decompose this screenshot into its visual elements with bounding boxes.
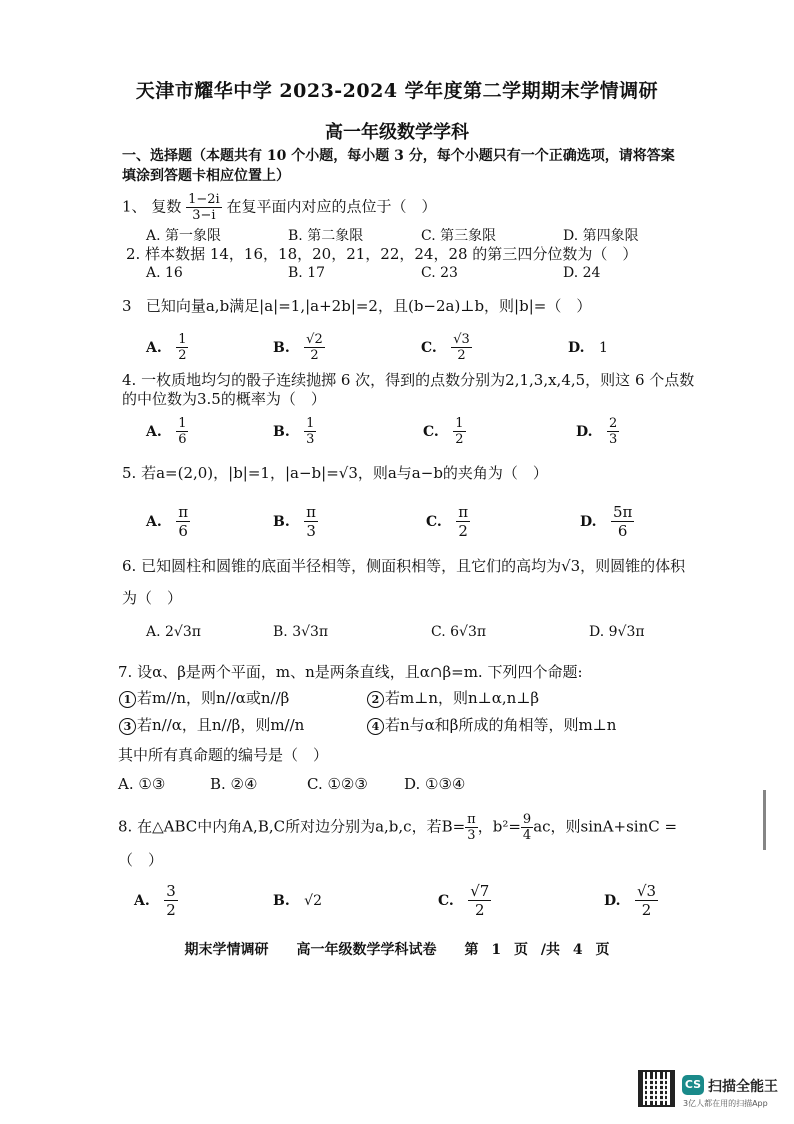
question-text: 已知向量a,b满足|a|=1,|a+2b|=2，且(b−2a)⊥b，则|b|=（ ） <box>145 297 592 315</box>
fraction: $\frac{1-2i}{3-i}$ <box>188 192 220 223</box>
question-7: 7. 设α、β是两个平面，m、n是两条直线，且α∩β=m. 下列四个命题: <box>118 663 583 681</box>
question-8: 8. 在△ABC中内角A,B,C所对边分别为a,b,c，若B= $\frac{\pi}{3}$ ，b²= $\frac{9}{4}$ ac，则sinA+sinC = <box>118 812 678 843</box>
option-c[interactable]: C. ①②③ <box>307 775 368 793</box>
option-d[interactable]: D. $\frac{2}{3}$ <box>576 416 618 447</box>
question-5: 5. 若a=(2,0)，|b|=1，|a−b|=√3，则a与a−b的夹角为（ ） <box>122 464 548 482</box>
option-b[interactable]: B. √2 <box>273 893 322 909</box>
scan-edge-mark <box>763 790 766 850</box>
option-d[interactable]: D. $\frac{√3}{2}$ <box>604 882 657 919</box>
option-a[interactable]: A. $\frac{\pi}{6}$ <box>146 503 189 540</box>
option-a[interactable]: A. $\frac{1}{6}$ <box>146 416 187 447</box>
circled-number: 4 <box>367 718 384 735</box>
question-number: 1、 <box>122 197 147 216</box>
question-4-cont: 的中位数为3.5的概率为（ ） <box>122 390 326 408</box>
circled-number: 2 <box>367 691 384 708</box>
option-b[interactable]: B. $\frac{\pi}{3}$ <box>273 503 317 540</box>
option-b[interactable]: B. 17 <box>288 265 326 281</box>
watermark-name: 扫描全能王 <box>708 1079 778 1095</box>
question-1 <box>122 192 437 223</box>
option-b[interactable]: B. $\frac{√2}{2}$ <box>273 332 323 363</box>
option-c[interactable]: C. $\frac{√7}{2}$ <box>438 882 490 919</box>
question-number: 3 <box>122 297 132 315</box>
option-b[interactable]: B. $\frac{1}{3}$ <box>273 416 315 447</box>
option-d[interactable]: D. 第四象限 <box>563 228 639 244</box>
option-d[interactable]: D. 1 <box>568 340 608 356</box>
option-c[interactable]: C. 23 <box>421 265 458 281</box>
option-d[interactable]: D. $\frac{5\pi}{6}$ <box>580 503 633 540</box>
option-c[interactable]: C. $\frac{\pi}{2}$ <box>426 503 469 540</box>
option-b[interactable]: B. ②④ <box>210 775 258 793</box>
option-d[interactable]: D. 9√3π <box>589 624 645 640</box>
question-text: 在复平面内对应的点位于（ ） <box>226 197 437 216</box>
question-6-cont: 为（ ） <box>122 589 183 607</box>
option-a[interactable]: A. ①③ <box>118 775 166 793</box>
option-a[interactable]: A. 16 <box>146 265 183 281</box>
proposition-3: 3 若n//α，且n//β，则m//n <box>118 715 304 735</box>
page-footer: 期末学情调研 高一年级数学学科试卷 第 1 页 /共 4 页 <box>184 942 610 958</box>
question-7-ask: 其中所有真命题的编号是（ ） <box>118 746 329 764</box>
option-c[interactable]: C. $\frac{√3}{2}$ <box>421 332 470 363</box>
option-c[interactable]: C. 6√3π <box>431 624 487 640</box>
option-a[interactable]: A. $\frac{3}{2}$ <box>134 882 176 919</box>
question-text: 复数 <box>151 197 182 216</box>
option-b[interactable]: B. 第二象限 <box>288 228 364 244</box>
option-b[interactable]: B. 3√3π <box>273 624 329 640</box>
question-2: 2. 样本数据 14，16，18，20，21，22，24，28 的第三四分位数为（ ） <box>126 245 638 263</box>
fraction: $\frac{9}{4}$ <box>522 812 532 843</box>
circled-number: 1 <box>119 691 136 708</box>
option-a[interactable]: A. 第一象限 <box>146 228 222 244</box>
qr-code-icon <box>638 1070 675 1107</box>
section-heading: 一、选择题（本题共有 10 个小题，每小题 3 分，每个小题只有一个正确选项，请将答案填涂到答题卡相应位置上） <box>122 148 675 184</box>
watermark-tagline: 3亿人都在用的扫描App <box>683 1099 768 1108</box>
option-a[interactable]: A. $\frac{1}{2}$ <box>146 332 187 363</box>
proposition-2: 2 若m⊥n，则n⊥α,n⊥β <box>366 688 539 708</box>
option-d[interactable]: D. ①③④ <box>404 775 466 793</box>
fraction: $\frac{\pi}{3}$ <box>467 812 476 843</box>
proposition-4: 4 若n与α和β所成的角相等，则m⊥n <box>366 715 616 735</box>
exam-subtitle: 高一年级数学学科 <box>325 122 469 143</box>
question-3 <box>122 296 591 316</box>
question-8-cont: （ ） <box>118 851 164 869</box>
option-c[interactable]: C. $\frac{1}{2}$ <box>423 416 464 447</box>
question-6: 6. 已知圆柱和圆锥的底面半径相等，侧面积相等，且它们的高均为√3，则圆锥的体积 <box>122 557 686 575</box>
camscanner-logo-icon: CS <box>682 1075 704 1095</box>
option-a[interactable]: A. 2√3π <box>146 624 201 640</box>
question-4: 4. 一枚质地均匀的骰子连续抛掷 6 次，得到的点数分别为2,1,3,x,4,5，则这 6 个点数 <box>122 371 695 389</box>
exam-title: 天津市耀华中学 2023-2024 学年度第二学期期末学情调研 <box>135 80 659 102</box>
option-c[interactable]: C. 第三象限 <box>421 228 497 244</box>
proposition-1: 1 若m//n，则n//α或n//β <box>118 688 289 708</box>
option-d[interactable]: D. 24 <box>563 265 601 281</box>
circled-number: 3 <box>119 718 136 735</box>
